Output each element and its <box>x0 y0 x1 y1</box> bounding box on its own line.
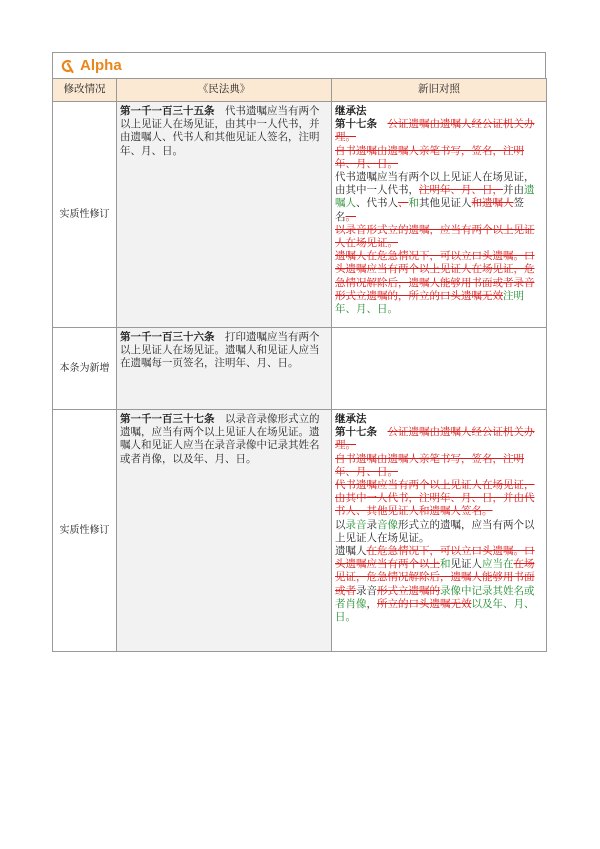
comparison-paragraph <box>335 224 543 250</box>
deleted-text: 在场见证，危急情况解除后，遗嘱人能够用书面或者 <box>335 558 535 597</box>
table-row <box>53 410 547 652</box>
header-comparison: 新旧对照 <box>332 79 547 102</box>
comparison-cell <box>332 328 547 410</box>
status-cell: 实质性修订 <box>53 410 117 652</box>
deleted-text: 以录音形式立的遗嘱， <box>335 223 440 236</box>
document-page <box>52 52 546 652</box>
comparison-paragraph <box>335 426 543 452</box>
inserted-text: 注明年、月、日。 <box>335 289 524 316</box>
article-text: 以录音录像形式立的遗嘱，应当有两个以上见证人在场见证。遗嘱人和见证人应当在录音录像中记录其姓名或者肖像，以及年、月、日。 <box>120 413 320 465</box>
article-number: 第一千一百三十六条 <box>120 331 215 343</box>
civil-code-cell <box>117 410 332 652</box>
comparison-paragraph <box>335 250 543 316</box>
deleted-text: 应当有两个以上见证人在场见证。 <box>335 223 535 250</box>
deleted-text: 代书遗嘱应当有两个以上见证人在场见证，由其中一人代书，注明年、月、日，并由代书人、其他见证人和遗嘱人签名。 <box>335 479 535 518</box>
deleted-text: 所立的口头遗嘱无效 <box>377 597 472 610</box>
header-status: 修改情况 <box>53 79 117 102</box>
comparison-cell <box>332 410 547 652</box>
article-number: 第一千一百三十五条 <box>120 105 215 117</box>
deleted-text: 公证遗嘱由遗嘱人经公证机关办理。 <box>335 118 535 144</box>
deleted-text: 公证遗嘱由遗嘱人经公证机关办理。 <box>335 426 535 452</box>
table-header-row <box>53 79 547 102</box>
comparison-cell <box>332 102 547 328</box>
deleted-text: 、 <box>398 197 409 210</box>
header-bar <box>52 52 546 78</box>
comparison-paragraph <box>335 171 543 224</box>
inserted-text: 音像 <box>377 518 398 531</box>
deleted-text: 自书遗嘱由遗嘱人亲笔书写，签名，注明年、月、日。 <box>335 452 524 478</box>
civil-code-cell <box>117 328 332 410</box>
inserted-text: 遗嘱人 <box>335 184 535 210</box>
text-segment: 签名 <box>335 197 524 223</box>
article-number: 第一千一百三十七条 <box>120 413 215 425</box>
comparison-paragraph <box>335 519 543 545</box>
article-text: 打印遗嘱应当有两个以上见证人在场见证。遗嘱人和见证人应当在遗嘱每一页签名，注明年、月、日。 <box>120 331 320 370</box>
deleted-text: 形式立遗嘱的 <box>377 584 440 597</box>
text-segment: ， <box>366 597 377 610</box>
deleted-text: 。 <box>345 210 356 223</box>
civil-code-cell <box>117 102 332 328</box>
logo-text: Alpha <box>80 57 122 74</box>
comparison-paragraph <box>335 118 543 144</box>
old-law-name: 继承法 <box>335 105 367 117</box>
comparison-paragraph <box>335 479 543 519</box>
deleted-text: 注明年、月、日， <box>419 184 503 197</box>
status-cell: 本条为新增 <box>53 328 117 410</box>
alpha-logo-icon <box>59 58 75 74</box>
status-cell: 实质性修订 <box>53 102 117 328</box>
comparison-paragraph <box>335 453 543 479</box>
table-row <box>53 328 547 410</box>
text-segment: 代书遗嘱应当有两个以上见证人在场见证，由其中一人代书， <box>335 171 535 197</box>
text-segment: 并由 <box>503 184 524 197</box>
header-civil-code: 《民法典》 <box>117 79 332 102</box>
inserted-text: 和 <box>440 558 451 571</box>
text-segment: 录 <box>366 518 377 531</box>
inserted-text: 应当在 <box>482 558 514 571</box>
old-article-number: 第十七条 <box>335 118 388 131</box>
inserted-text: 以及年、月、日。 <box>335 597 535 624</box>
comparison-paragraph <box>335 145 543 171</box>
text-segment: 其他见证人 <box>419 197 472 210</box>
comparison-paragraph <box>335 545 543 624</box>
table-row <box>53 102 547 328</box>
inserted-text: 录音 <box>345 518 367 531</box>
inserted-text: 录像中记录其姓名或者肖像 <box>335 584 535 610</box>
inserted-text: 和 <box>408 197 419 210</box>
text-segment: 遗嘱人 <box>335 545 367 558</box>
old-article-number: 第十七条 <box>335 426 388 439</box>
deleted-text: 在危急情况下，可以立口头遗嘱。口头遗嘱应当有两个以上 <box>335 545 535 571</box>
text-segment: 、代书人 <box>356 197 398 210</box>
article-text: 代书遗嘱应当有两个以上见证人在场见证，由其中一人代书，并由遗嘱人、代书人和其他见证人签名，注明年、月、日。 <box>120 105 320 157</box>
deleted-text: 遗嘱人在危急情况下，可以立口头遗嘱。口头遗嘱应当有两个以上见证人在场见证，危急情况解除后，遗嘱人能够用书面或者录音形式立遗嘱的，所立的口头遗嘱无效 <box>335 250 535 302</box>
text-segment: 见证人 <box>450 558 482 571</box>
deleted-text: 自书遗嘱由遗嘱人亲笔书写，签名，注明年、月、日。 <box>335 144 524 170</box>
deleted-text: 和遗嘱人 <box>471 197 514 210</box>
text-segment: 录音 <box>356 584 377 597</box>
text-segment: 形式立的遗嘱，应当有两个以上见证人在场见证。 <box>335 518 535 544</box>
comparison-table <box>52 78 547 652</box>
old-law-name: 继承法 <box>335 413 367 425</box>
text-segment: 以 <box>335 518 346 531</box>
